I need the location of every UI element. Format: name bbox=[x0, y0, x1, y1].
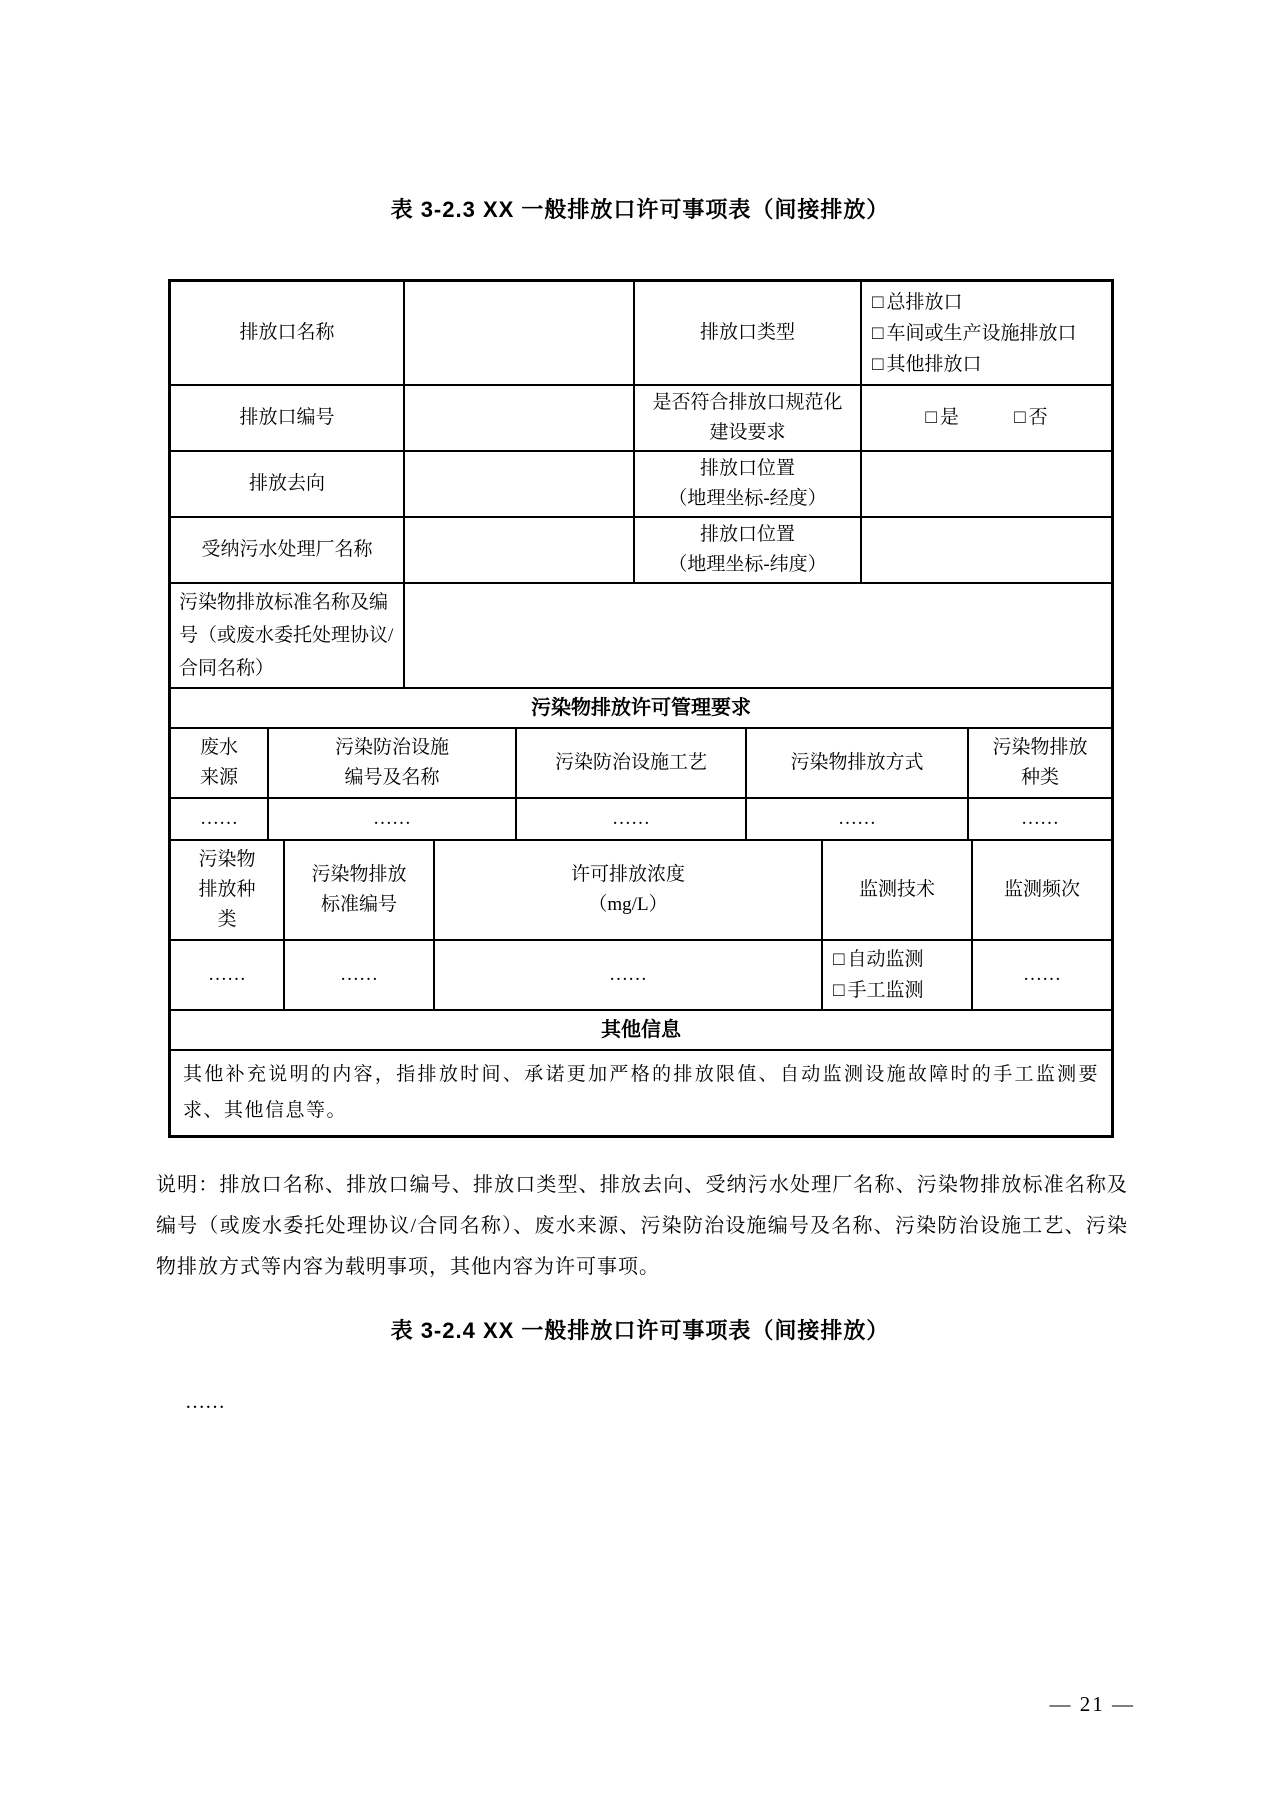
outlet-type-option-total bbox=[872, 287, 963, 318]
latitude-value-cell bbox=[862, 518, 1111, 582]
outlet-type-option-other bbox=[872, 349, 982, 380]
standard-number-header bbox=[285, 841, 435, 939]
no-option bbox=[1014, 403, 1048, 433]
table-row bbox=[171, 841, 1111, 941]
option-label: 其他排放口 bbox=[886, 353, 982, 375]
table-row bbox=[171, 941, 1111, 1011]
header-line: 许可排放浓度 bbox=[570, 864, 685, 885]
outlet-number-value-cell bbox=[405, 386, 635, 450]
header-text: 污染物排放种类 bbox=[992, 737, 1088, 788]
dots-cell: …… bbox=[1021, 808, 1059, 829]
dots-cell: …… bbox=[171, 941, 285, 1009]
pollutant-type-header-2: 污染物排放种类 bbox=[171, 841, 285, 939]
ellipsis-placeholder: …… bbox=[185, 1391, 225, 1413]
outlet-number-label: 排放口编号 bbox=[171, 386, 405, 450]
table-row bbox=[171, 282, 1111, 386]
checkbox-icon: □ bbox=[872, 322, 884, 344]
treatment-facility-process-header: 污染防治设施工艺 bbox=[517, 729, 747, 797]
table-row bbox=[171, 729, 1111, 799]
outlet-type-options-cell bbox=[862, 282, 1111, 384]
dots-cell: …… bbox=[285, 941, 435, 1009]
position-line: 排放口位置 bbox=[699, 524, 795, 545]
outlet-type-label: 排放口类型 bbox=[635, 282, 862, 384]
outlet-position-longitude-label bbox=[635, 452, 862, 516]
table-row bbox=[171, 1051, 1111, 1135]
outlet-position-latitude-label bbox=[635, 518, 862, 582]
position-line: 排放口位置 bbox=[699, 458, 795, 479]
table-row bbox=[171, 452, 1111, 518]
wastewater-source-header: 废水来源 bbox=[171, 729, 269, 797]
position-line: （地理坐标-纬度） bbox=[668, 554, 827, 575]
dots-cell: …… bbox=[435, 941, 823, 1009]
outlet-type-option-workshop bbox=[872, 318, 1077, 349]
compliance-label-cell bbox=[635, 386, 862, 450]
compliance-label: 是否符合排放口规范化建设要求 bbox=[652, 392, 843, 443]
table-row bbox=[171, 689, 1111, 729]
permit-items-table bbox=[168, 279, 1114, 1138]
dots-cell: …… bbox=[1023, 964, 1061, 985]
pollutant-type-header bbox=[969, 729, 1111, 797]
page-number: — 21 — bbox=[1049, 1692, 1135, 1716]
outlet-name-value-cell bbox=[405, 282, 635, 384]
discharge-method-header: 污染物排放方式 bbox=[747, 729, 969, 797]
discharge-direction-label: 排放去向 bbox=[171, 452, 405, 516]
dots-cell: …… bbox=[171, 799, 269, 839]
other-info-text: 其他补充说明的内容，指排放时间、承诺更加严格的排放限值、自动监测设施故障时的手工监测要求、其他信息等。 bbox=[183, 1064, 1099, 1121]
receiving-plant-value-cell bbox=[405, 518, 635, 582]
checkbox-icon: □ bbox=[833, 980, 845, 1001]
position-line: （地理坐标-经度） bbox=[668, 488, 827, 509]
option-label: 自动监测 bbox=[847, 949, 924, 970]
table-row bbox=[171, 386, 1111, 452]
option-label: 车间或生产设施排放口 bbox=[886, 322, 1077, 344]
yes-label: 是 bbox=[939, 407, 959, 428]
table-row bbox=[171, 799, 1111, 841]
table-row bbox=[171, 584, 1111, 689]
checkbox-icon: □ bbox=[925, 407, 937, 428]
standard-name-value-cell bbox=[405, 584, 1111, 687]
dots-cell: …… bbox=[747, 799, 969, 839]
checkbox-icon: □ bbox=[1014, 407, 1026, 428]
table-row bbox=[171, 518, 1111, 584]
table-3-2-4-title: 表 3-2.4 XX 一般排放口许可事项表（间接排放） bbox=[390, 1318, 890, 1343]
longitude-value-cell bbox=[862, 452, 1111, 516]
monitoring-technology-header: 监测技术 bbox=[823, 841, 973, 939]
auto-monitoring-option bbox=[833, 944, 924, 975]
checkbox-icon: □ bbox=[872, 291, 884, 313]
header-text: 污染物排放标准编号 bbox=[311, 864, 407, 915]
monitoring-frequency-header: 监测频次 bbox=[1003, 879, 1080, 900]
discharge-direction-value-cell bbox=[405, 452, 635, 516]
monitoring-options-cell bbox=[823, 941, 973, 1009]
option-label: 总排放口 bbox=[886, 291, 963, 313]
dots-cell: …… bbox=[517, 799, 747, 839]
yes-option bbox=[925, 403, 959, 433]
other-info-header: 其他信息 bbox=[601, 1019, 681, 1041]
checkbox-icon: □ bbox=[833, 949, 845, 970]
treatment-facility-id-header bbox=[269, 729, 517, 797]
management-requirements-header: 污染物排放许可管理要求 bbox=[531, 697, 751, 719]
dots-cell: …… bbox=[269, 799, 517, 839]
checkbox-icon: □ bbox=[872, 353, 884, 375]
header-text: 污染防治设施编号及名称 bbox=[334, 737, 449, 788]
compliance-yes-no-cell bbox=[862, 386, 1111, 450]
table-3-2-3-title: 表 3-2.3 XX 一般排放口许可事项表（间接排放） bbox=[390, 197, 890, 222]
option-label: 手工监测 bbox=[847, 980, 924, 1001]
no-label: 否 bbox=[1028, 407, 1048, 428]
permitted-concentration-header bbox=[435, 841, 823, 939]
outlet-name-label: 排放口名称 bbox=[171, 282, 405, 384]
header-line: （mg/L） bbox=[588, 894, 668, 915]
explanation-note: 说明：排放口名称、排放口编号、排放口类型、排放去向、受纳污水处理厂名称、污染物排放标准名称及编号（或废水委托处理协议/合同名称）、废水来源、污染防治设施编号及名称、污染防治设施工艺、污染物排放方式等内容为载明事项，其他内容为许可事项。 bbox=[156, 1174, 1128, 1278]
manual-monitoring-option bbox=[833, 975, 924, 1006]
receiving-plant-label: 受纳污水处理厂名称 bbox=[171, 518, 405, 582]
table-row bbox=[171, 1011, 1111, 1051]
standard-name-label: 污染物排放标准名称及编号（或废水委托处理协议/合同名称） bbox=[171, 584, 405, 687]
